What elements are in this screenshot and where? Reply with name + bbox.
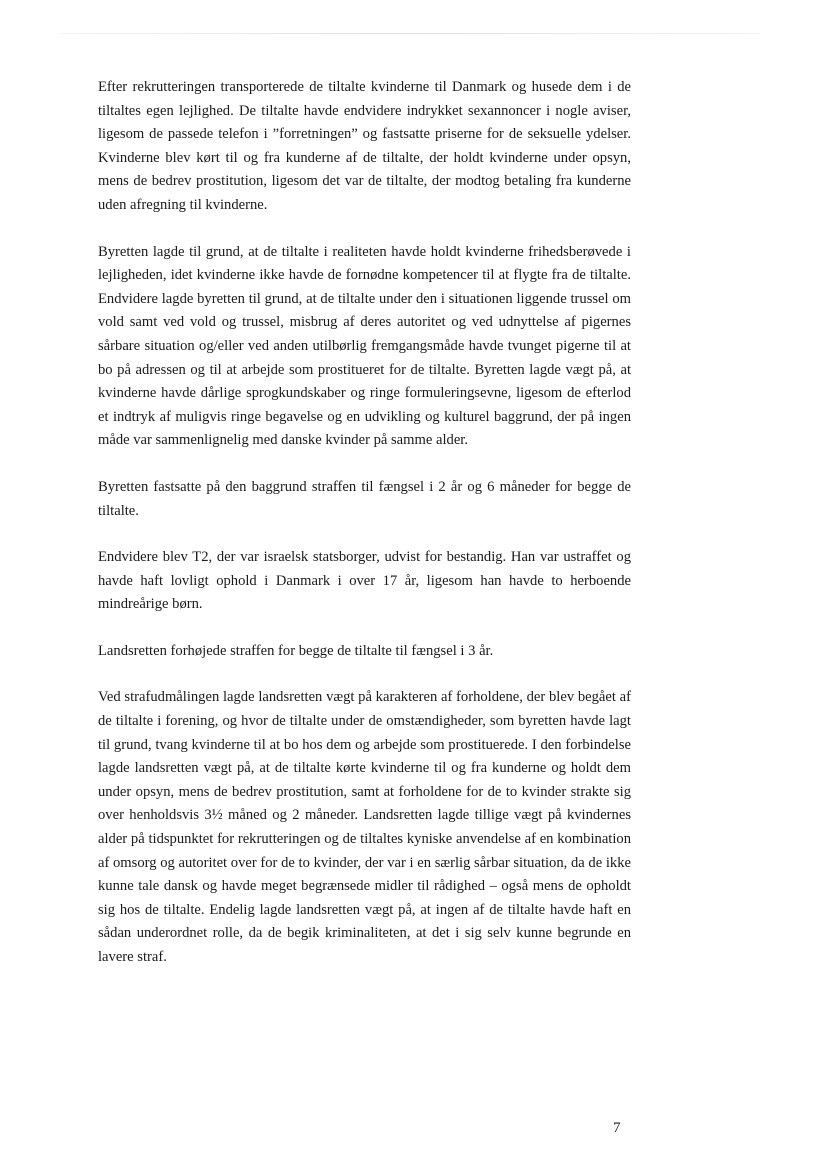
paragraph-6: Ved strafudmålingen lagde landsretten vægt på karakteren af forholdene, der blev begået af de tiltalte i forening, og hvor de tiltalte under de omstændigheder, som byretten havde lagt til grund, tvang kvinderne til at bo hos dem og arbejde som prostituerede. I den forbindelse lagde landsretten vægt på, at de tiltalte kørte kvinderne til og fra kunderne og holdt dem under opsyn, mens de bedrev prostitution, samt at forholdene for de to kvinder strakte sig over henholdsvis 3½ måned og 2 måneder. Landsretten lagde tillige vægt på kvindernes alder på tidspunktet for rekrutteringen og de tiltaltes kyniske anvendelse af en kombination af omsorg og autoritet over for de to kvinder, der var i en særlig sårbar situation, da de ikke kunne tale dansk og havde meget begrænsede midler til rådighed – også mens de opholdt sig hos de tiltalte. Endelig lagde landsretten vægt på, at ingen af de tiltalte havde haft en sådan underordnet rolle, da de begik kriminaliteten, at det i sig selv kunne begrunde en lavere straf. bbox=[98, 689, 631, 965]
paragraph-2: Byretten lagde til grund, at de tiltalte i realiteten havde holdt kvinderne frihedsberøvede i lejligheden, idet kvinderne ikke havde de fornødne kompetencer til at flygte fra de tiltalte. Endvidere lagde byretten til grund, at de tiltalte under den i situationen liggende trussel om vold samt ved vold og trussel, misbrug af deres autoritet og ved udnyttelse af pigernes sårbare situation og/eller ved anden utilbørlig fremgangsmåde havde tvunget pigerne til at bo på adressen og til at arbejde som prostitueret for de tiltalte. Byretten lagde vægt på, at kvinderne havde dårlige sprogkundskaber og ringe formuleringsevne, ligesom de efterlod et indtryk af muligvis ringe begavelse og en udvikling og kulturel baggrund, der på ingen måde var sammenlignelig med danske kvinder på samme alder. bbox=[98, 243, 631, 449]
paragraph-4: Endvidere blev T2, der var israelsk statsborger, udvist for bestandig. Han var ustraffet og havde haft lovligt ophold i Danmark i over 17 år, ligesom han havde to herboende mindreårige børn. bbox=[98, 549, 631, 613]
paragraph-5: Landsretten forhøjede straffen for begge de tiltalte til fængsel i 3 år. bbox=[98, 642, 494, 659]
document-body bbox=[98, 76, 631, 993]
scan-artifact-line bbox=[60, 33, 760, 34]
paragraph-3: Byretten fastsatte på den baggrund straffen til fængsel i 2 år og 6 måneder for begge de tiltalte. bbox=[98, 478, 631, 519]
paragraph-1: Efter rekrutteringen transporterede de tiltalte kvinderne til Danmark og husede dem i de tiltaltes egen lejlighed. De tiltalte havde endvidere indrykket sexannoncer i nogle aviser, ligesom de passede telefon i ”forretningen” og fastsatte priserne for de seksuelle ydelser. Kvinderne blev kørt til og fra kunderne af de tiltalte, der holdt kvinderne under opsyn, mens de bedrev prostitution, ligesom det var de tiltalte, der modtog betaling fra kunderne uden afregning til kvinderne. bbox=[98, 79, 631, 213]
page-number: 7 bbox=[613, 1120, 621, 1136]
